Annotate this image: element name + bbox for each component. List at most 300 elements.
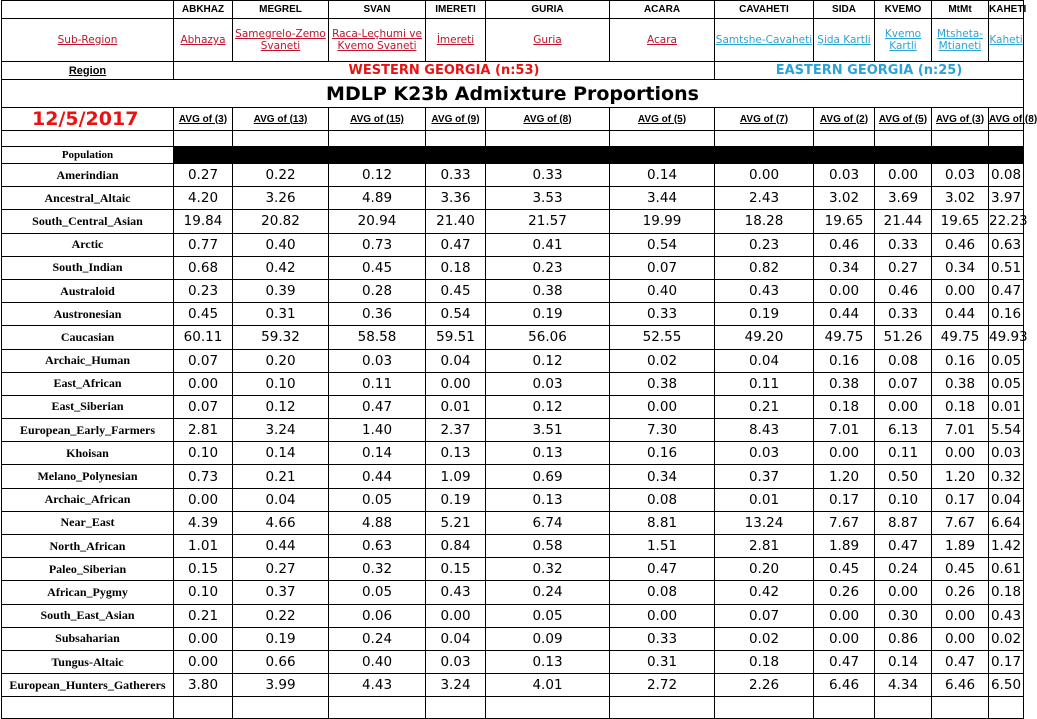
table-row <box>2 372 1024 395</box>
value-cell: 0.03 <box>426 650 486 673</box>
blank-cell <box>610 131 715 147</box>
value-cell: 0.26 <box>932 581 989 604</box>
value-cell: 0.07 <box>875 372 932 395</box>
value-cell: 19.65 <box>814 210 875 233</box>
value-cell: 0.41 <box>486 233 610 256</box>
value-cell: 0.20 <box>715 558 814 581</box>
table-row <box>2 650 1024 673</box>
value-cell: 0.31 <box>233 303 329 326</box>
table-row <box>2 442 1024 465</box>
value-cell: 3.97 <box>989 187 1024 210</box>
population-name: Austronesian <box>2 303 174 326</box>
value-cell: 0.01 <box>989 395 1024 418</box>
value-cell: 1.20 <box>814 465 875 488</box>
value-cell: 5.54 <box>989 419 1024 442</box>
value-cell: 0.00 <box>814 442 875 465</box>
value-cell: 0.16 <box>610 442 715 465</box>
value-cell: 7.67 <box>814 511 875 534</box>
table-row <box>2 465 1024 488</box>
column-code: CAVAHETI <box>715 1 814 19</box>
population-name: South_East_Asian <box>2 604 174 627</box>
value-cell: 0.14 <box>233 442 329 465</box>
population-name: African_Pygmy <box>2 581 174 604</box>
value-cell: 2.43 <box>715 187 814 210</box>
value-cell: 0.47 <box>989 279 1024 302</box>
table-row <box>2 419 1024 442</box>
value-cell: 0.00 <box>610 395 715 418</box>
value-cell: 0.58 <box>486 535 610 558</box>
value-cell: 1.20 <box>932 465 989 488</box>
value-cell: 3.51 <box>486 419 610 442</box>
column-code: IMERETI <box>426 1 486 19</box>
value-cell: 7.30 <box>610 419 715 442</box>
value-cell: 8.43 <box>715 419 814 442</box>
blank-cell <box>174 697 233 719</box>
value-cell: 0.69 <box>486 465 610 488</box>
value-cell: 0.18 <box>989 581 1024 604</box>
avg-cell: AVG of (7) <box>715 108 814 131</box>
title-row <box>2 80 1024 108</box>
admixture-table <box>1 0 1037 719</box>
population-name: East_Siberian <box>2 395 174 418</box>
column-code: KAHETI <box>989 1 1024 19</box>
population-name: Near_East <box>2 511 174 534</box>
value-cell: 0.73 <box>329 233 426 256</box>
value-cell: 0.44 <box>814 303 875 326</box>
value-cell: 58.58 <box>329 326 426 349</box>
value-cell: 21.40 <box>426 210 486 233</box>
value-cell: 0.63 <box>989 233 1024 256</box>
value-cell: 0.08 <box>989 164 1024 187</box>
value-cell: 0.00 <box>875 581 932 604</box>
value-cell: 6.64 <box>989 511 1024 534</box>
blank-cell <box>814 697 875 719</box>
value-cell: 0.04 <box>426 349 486 372</box>
value-cell: 0.21 <box>715 395 814 418</box>
value-cell: 0.00 <box>875 164 932 187</box>
value-cell: 0.45 <box>174 303 233 326</box>
table-row <box>2 535 1024 558</box>
subregion-link[interactable]: Kvemo Kartli <box>875 19 932 62</box>
table-row <box>2 303 1024 326</box>
value-cell: 0.04 <box>715 349 814 372</box>
value-cell: 0.22 <box>233 604 329 627</box>
value-cell: 0.14 <box>610 164 715 187</box>
value-cell: 0.02 <box>715 627 814 650</box>
subregion-link[interactable]: Samtshe-Cavaheti <box>715 19 814 62</box>
value-cell: 0.03 <box>715 442 814 465</box>
table-row <box>2 395 1024 418</box>
value-cell: 0.36 <box>329 303 426 326</box>
value-cell: 6.46 <box>814 674 875 697</box>
value-cell: 0.50 <box>875 465 932 488</box>
blank-cell <box>610 697 715 719</box>
value-cell: 49.20 <box>715 326 814 349</box>
value-cell: 0.68 <box>174 256 233 279</box>
value-cell: 1.89 <box>814 535 875 558</box>
population-name: Arctic <box>2 233 174 256</box>
value-cell: 0.03 <box>932 164 989 187</box>
value-cell: 0.12 <box>486 349 610 372</box>
population-name: Caucasian <box>2 326 174 349</box>
value-cell: 0.54 <box>610 233 715 256</box>
table-row <box>2 326 1024 349</box>
column-code: MtMt <box>932 1 989 19</box>
value-cell: 0.12 <box>329 164 426 187</box>
value-cell: 0.33 <box>426 164 486 187</box>
population-label: Population <box>2 147 174 164</box>
blank-cell <box>715 131 814 147</box>
population-name: Paleo_Siberian <box>2 558 174 581</box>
blank-cell <box>486 697 610 719</box>
population-name: Amerindian <box>2 164 174 187</box>
value-cell: 0.47 <box>426 233 486 256</box>
value-cell: 0.08 <box>610 581 715 604</box>
value-cell: 0.38 <box>610 372 715 395</box>
population-name: Tungus-Altaic <box>2 650 174 673</box>
population-name: Ancestral_Altaic <box>2 187 174 210</box>
value-cell: 0.27 <box>875 256 932 279</box>
value-cell: 4.20 <box>174 187 233 210</box>
region-eastern: EASTERN GEORGIA (n:25) <box>715 62 1024 80</box>
value-cell: 0.12 <box>486 395 610 418</box>
value-cell: 0.63 <box>329 535 426 558</box>
value-cell: 4.88 <box>329 511 426 534</box>
value-cell: 0.61 <box>989 558 1024 581</box>
value-cell: 0.16 <box>814 349 875 372</box>
value-cell: 0.77 <box>174 233 233 256</box>
region-row <box>2 62 1024 80</box>
value-cell: 2.37 <box>426 419 486 442</box>
table-row <box>2 210 1024 233</box>
population-name: European_Hunters_Gatherers <box>2 674 174 697</box>
value-cell: 0.19 <box>426 488 486 511</box>
table-row <box>2 674 1024 697</box>
value-cell: 0.38 <box>486 279 610 302</box>
value-cell: 0.24 <box>875 558 932 581</box>
corner-cell <box>2 1 174 19</box>
value-cell: 0.40 <box>329 650 426 673</box>
subregion-link[interactable]: Guria <box>486 19 610 62</box>
value-cell: 0.05 <box>329 581 426 604</box>
value-cell: 0.43 <box>715 279 814 302</box>
value-cell: 0.08 <box>610 488 715 511</box>
value-cell: 4.89 <box>329 187 426 210</box>
value-cell: 0.66 <box>233 650 329 673</box>
value-cell: 3.24 <box>426 674 486 697</box>
value-cell: 19.84 <box>174 210 233 233</box>
value-cell: 2.26 <box>715 674 814 697</box>
value-cell: 49.75 <box>814 326 875 349</box>
value-cell: 59.51 <box>426 326 486 349</box>
avg-row <box>2 108 1024 131</box>
population-name: Khoisan <box>2 442 174 465</box>
value-cell: 0.40 <box>233 233 329 256</box>
region-western: WESTERN GEORGIA (n:53) <box>174 62 715 80</box>
value-cell: 3.69 <box>875 187 932 210</box>
value-cell: 0.39 <box>233 279 329 302</box>
value-cell: 0.19 <box>233 627 329 650</box>
population-name: Australoid <box>2 279 174 302</box>
value-cell: 0.00 <box>174 650 233 673</box>
value-cell: 1.42 <box>989 535 1024 558</box>
value-cell: 1.01 <box>174 535 233 558</box>
value-cell: 6.50 <box>989 674 1024 697</box>
value-cell: 0.33 <box>610 303 715 326</box>
value-cell: 0.23 <box>486 256 610 279</box>
value-cell: 6.74 <box>486 511 610 534</box>
value-cell: 0.07 <box>174 349 233 372</box>
value-cell: 0.38 <box>814 372 875 395</box>
value-cell: 0.47 <box>932 650 989 673</box>
value-cell: 0.45 <box>814 558 875 581</box>
value-cell: 0.00 <box>814 279 875 302</box>
table-row <box>2 581 1024 604</box>
page-title: MDLP K23b Admixture Proportions <box>2 80 1024 108</box>
value-cell: 0.32 <box>989 465 1024 488</box>
value-cell: 0.38 <box>932 372 989 395</box>
blank-cell <box>875 697 932 719</box>
value-cell: 0.19 <box>715 303 814 326</box>
value-cell: 52.55 <box>610 326 715 349</box>
value-cell: 3.44 <box>610 187 715 210</box>
value-cell: 0.13 <box>426 442 486 465</box>
value-cell: 0.40 <box>610 279 715 302</box>
blank-cell <box>875 131 932 147</box>
blank-row <box>2 131 1024 147</box>
avg-cell: AVG of (3) <box>932 108 989 131</box>
value-cell: 0.45 <box>932 558 989 581</box>
value-cell: 0.43 <box>426 581 486 604</box>
value-cell: 0.45 <box>426 279 486 302</box>
value-cell: 4.39 <box>174 511 233 534</box>
value-cell: 22.23 <box>989 210 1024 233</box>
avg-cell: AVG of (5) <box>610 108 715 131</box>
value-cell: 0.00 <box>426 604 486 627</box>
avg-cell: AVG of (5) <box>875 108 932 131</box>
value-cell: 3.99 <box>233 674 329 697</box>
value-cell: 1.40 <box>329 419 426 442</box>
value-cell: 0.44 <box>932 303 989 326</box>
value-cell: 0.00 <box>174 488 233 511</box>
subregion-link[interactable]: Samegrelo-Zemo Svaneti <box>233 19 329 62</box>
population-name: Melano_Polynesian <box>2 465 174 488</box>
value-cell: 0.33 <box>875 233 932 256</box>
table-row <box>2 349 1024 372</box>
value-cell: 0.06 <box>329 604 426 627</box>
subregion-link[interactable]: İmereti <box>426 19 486 62</box>
value-cell: 0.34 <box>932 256 989 279</box>
subregion-link[interactable]: Raca-Leçhumi ve Kvemo Svaneti <box>329 19 426 62</box>
population-name: Archaic_Human <box>2 349 174 372</box>
value-cell: 0.42 <box>715 581 814 604</box>
value-cell: 1.09 <box>426 465 486 488</box>
value-cell: 3.80 <box>174 674 233 697</box>
population-name: East_African <box>2 372 174 395</box>
subregion-row <box>2 19 1024 62</box>
value-cell: 49.93 <box>989 326 1024 349</box>
value-cell: 0.32 <box>329 558 426 581</box>
value-cell: 59.32 <box>233 326 329 349</box>
avg-cell: AVG of (13) <box>233 108 329 131</box>
value-cell: 0.04 <box>989 488 1024 511</box>
value-cell: 6.13 <box>875 419 932 442</box>
blank-cell <box>426 697 486 719</box>
value-cell: 0.00 <box>814 604 875 627</box>
blank-cell <box>233 697 329 719</box>
column-code: ACARA <box>610 1 715 19</box>
value-cell: 0.15 <box>426 558 486 581</box>
value-cell: 4.66 <box>233 511 329 534</box>
value-cell: 0.05 <box>329 488 426 511</box>
value-cell: 1.89 <box>932 535 989 558</box>
avg-cell: AVG of (8) <box>486 108 610 131</box>
population-name: South_Central_Asian <box>2 210 174 233</box>
value-cell: 0.03 <box>814 164 875 187</box>
value-cell: 7.67 <box>932 511 989 534</box>
value-cell: 0.11 <box>875 442 932 465</box>
blank-cell <box>715 697 814 719</box>
population-name: Archaic_African <box>2 488 174 511</box>
value-cell: 0.18 <box>715 650 814 673</box>
value-cell: 7.01 <box>932 419 989 442</box>
blank-cell <box>486 131 610 147</box>
table-row <box>2 488 1024 511</box>
value-cell: 0.04 <box>426 627 486 650</box>
value-cell: 0.33 <box>875 303 932 326</box>
value-cell: 21.57 <box>486 210 610 233</box>
blank-cell <box>174 131 233 147</box>
table-row <box>2 558 1024 581</box>
value-cell: 0.22 <box>233 164 329 187</box>
value-cell: 20.94 <box>329 210 426 233</box>
value-cell: 4.43 <box>329 674 426 697</box>
population-name: European_Early_Farmers <box>2 419 174 442</box>
date-label: 12/5/2017 <box>2 108 174 131</box>
subregion-link[interactable]: Acara <box>610 19 715 62</box>
value-cell: 0.33 <box>610 627 715 650</box>
blank-cell <box>814 131 875 147</box>
value-cell: 0.01 <box>715 488 814 511</box>
value-cell: 0.12 <box>233 395 329 418</box>
blank-row <box>2 697 1024 719</box>
blank-cell <box>932 131 989 147</box>
value-cell: 0.00 <box>610 604 715 627</box>
value-cell: 4.01 <box>486 674 610 697</box>
value-cell: 0.28 <box>329 279 426 302</box>
value-cell: 0.16 <box>989 303 1024 326</box>
value-cell: 0.37 <box>233 581 329 604</box>
value-cell: 0.18 <box>932 395 989 418</box>
table-row <box>2 511 1024 534</box>
column-code: ABKHAZ <box>174 1 233 19</box>
value-cell: 3.02 <box>932 187 989 210</box>
table-row <box>2 627 1024 650</box>
value-cell: 0.21 <box>174 604 233 627</box>
value-cell: 3.24 <box>233 419 329 442</box>
blank-cell <box>989 131 1024 147</box>
value-cell: 0.00 <box>174 372 233 395</box>
value-cell: 0.46 <box>814 233 875 256</box>
value-cell: 0.84 <box>426 535 486 558</box>
value-cell: 0.19 <box>486 303 610 326</box>
value-cell: 2.72 <box>610 674 715 697</box>
value-cell: 0.10 <box>875 488 932 511</box>
value-cell: 7.01 <box>814 419 875 442</box>
table-row <box>2 233 1024 256</box>
subregion-link[interactable]: Mtsheta-Mtianeti <box>932 19 989 62</box>
value-cell: 0.07 <box>610 256 715 279</box>
value-cell: 0.73 <box>174 465 233 488</box>
value-cell: 0.16 <box>932 349 989 372</box>
value-cell: 0.04 <box>233 488 329 511</box>
value-cell: 0.54 <box>426 303 486 326</box>
value-cell: 0.00 <box>715 164 814 187</box>
value-cell: 49.75 <box>932 326 989 349</box>
value-cell: 0.14 <box>329 442 426 465</box>
subregion-link[interactable]: Abhazya <box>174 19 233 62</box>
column-code: SVAN <box>329 1 426 19</box>
value-cell: 0.21 <box>233 465 329 488</box>
value-cell: 0.00 <box>174 627 233 650</box>
table-row <box>2 604 1024 627</box>
value-cell: 0.43 <box>989 604 1024 627</box>
table-row <box>2 279 1024 302</box>
blank-cell <box>426 131 486 147</box>
value-cell: 0.07 <box>715 604 814 627</box>
value-cell: 0.03 <box>329 349 426 372</box>
value-cell: 0.26 <box>814 581 875 604</box>
value-cell: 0.47 <box>875 535 932 558</box>
value-cell: 5.21 <box>426 511 486 534</box>
value-cell: 13.24 <box>715 511 814 534</box>
value-cell: 3.36 <box>426 187 486 210</box>
blank-cell <box>329 697 426 719</box>
population-name: South_Indian <box>2 256 174 279</box>
value-cell: 0.44 <box>233 535 329 558</box>
value-cell: 0.27 <box>174 164 233 187</box>
subregion-link[interactable]: Şida Kartli <box>814 19 875 62</box>
value-cell: 0.00 <box>932 627 989 650</box>
value-cell: 0.23 <box>174 279 233 302</box>
value-cell: 0.44 <box>329 465 426 488</box>
value-cell: 2.81 <box>174 419 233 442</box>
value-cell: 3.53 <box>486 187 610 210</box>
value-cell: 0.05 <box>486 604 610 627</box>
subregion-link[interactable]: Kaheti <box>989 19 1024 62</box>
value-cell: 0.02 <box>989 627 1024 650</box>
population-row <box>2 147 1024 164</box>
sub-region-label: Sub-Region <box>2 19 174 62</box>
blank-cell <box>2 131 174 147</box>
value-cell: 0.10 <box>174 442 233 465</box>
avg-cell: AVG of (9) <box>426 108 486 131</box>
value-cell: 0.33 <box>486 164 610 187</box>
value-cell: 0.14 <box>875 650 932 673</box>
value-cell: 20.82 <box>233 210 329 233</box>
value-cell: 0.24 <box>329 627 426 650</box>
black-divider <box>174 147 1024 164</box>
value-cell: 0.00 <box>932 604 989 627</box>
population-name: North_African <box>2 535 174 558</box>
blank-cell <box>2 697 174 719</box>
value-cell: 0.05 <box>989 372 1024 395</box>
value-cell: 3.26 <box>233 187 329 210</box>
value-cell: 0.17 <box>932 488 989 511</box>
value-cell: 0.30 <box>875 604 932 627</box>
value-cell: 0.13 <box>486 650 610 673</box>
value-cell: 0.86 <box>875 627 932 650</box>
